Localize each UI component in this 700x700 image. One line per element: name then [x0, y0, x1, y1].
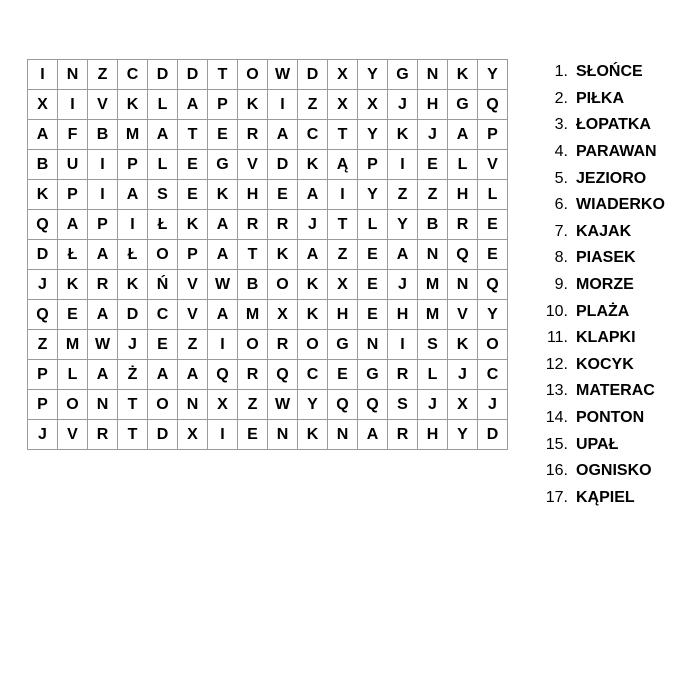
- grid-cell[interactable]: T: [118, 420, 148, 450]
- grid-cell[interactable]: G: [208, 150, 238, 180]
- grid-cell[interactable]: Z: [298, 90, 328, 120]
- word-text: ŁOPATKA: [576, 116, 651, 134]
- grid-cell[interactable]: V: [58, 420, 88, 450]
- grid-cell[interactable]: J: [388, 270, 418, 300]
- grid-cell[interactable]: W: [88, 330, 118, 360]
- grid-cell[interactable]: Y: [358, 180, 388, 210]
- grid-cell[interactable]: V: [88, 90, 118, 120]
- grid-cell[interactable]: X: [208, 390, 238, 420]
- grid-cell[interactable]: Q: [328, 390, 358, 420]
- grid-cell[interactable]: A: [88, 360, 118, 390]
- grid-cell[interactable]: P: [88, 210, 118, 240]
- word-text: SŁOŃCE: [576, 63, 643, 81]
- grid-cell[interactable]: C: [148, 300, 178, 330]
- grid-cell[interactable]: K: [58, 270, 88, 300]
- grid-cell[interactable]: I: [88, 150, 118, 180]
- grid-cell[interactable]: A: [298, 180, 328, 210]
- word-text: PIŁKA: [576, 89, 624, 107]
- grid-cell[interactable]: K: [448, 60, 478, 90]
- word-list-item: [535, 59, 695, 86]
- grid-cell[interactable]: K: [178, 210, 208, 240]
- grid-cell[interactable]: R: [268, 330, 298, 360]
- grid-cell[interactable]: L: [358, 210, 388, 240]
- grid-cell[interactable]: K: [118, 90, 148, 120]
- grid-cell[interactable]: I: [328, 180, 358, 210]
- grid-cell[interactable]: J: [28, 420, 58, 450]
- word-list-item: [535, 405, 695, 432]
- grid-cell[interactable]: Ł: [148, 210, 178, 240]
- grid-cell[interactable]: X: [328, 270, 358, 300]
- grid-cell[interactable]: A: [208, 210, 238, 240]
- grid-cell[interactable]: A: [178, 90, 208, 120]
- grid-cell[interactable]: Y: [388, 210, 418, 240]
- grid-cell[interactable]: Z: [238, 390, 268, 420]
- grid-cell[interactable]: N: [358, 330, 388, 360]
- word-list-item: [535, 458, 695, 485]
- grid-cell[interactable]: H: [238, 180, 268, 210]
- grid-cell[interactable]: K: [298, 150, 328, 180]
- grid-cell[interactable]: Y: [358, 60, 388, 90]
- grid-cell[interactable]: E: [178, 150, 208, 180]
- word-list-item: [535, 485, 695, 512]
- word-list-item: [535, 325, 695, 352]
- grid-cell[interactable]: L: [448, 150, 478, 180]
- grid-cell[interactable]: J: [388, 90, 418, 120]
- grid-cell[interactable]: V: [178, 300, 208, 330]
- grid-cell[interactable]: H: [418, 90, 448, 120]
- grid-cell[interactable]: E: [328, 360, 358, 390]
- grid-cell[interactable]: G: [358, 360, 388, 390]
- grid-cell[interactable]: I: [58, 90, 88, 120]
- grid-cell[interactable]: J: [418, 390, 448, 420]
- grid-cell[interactable]: M: [418, 270, 448, 300]
- grid-cell[interactable]: K: [28, 180, 58, 210]
- grid-cell[interactable]: E: [268, 180, 298, 210]
- grid-cell[interactable]: N: [328, 420, 358, 450]
- word-list-item: [535, 112, 695, 139]
- grid-cell[interactable]: O: [58, 390, 88, 420]
- grid-cell[interactable]: L: [418, 360, 448, 390]
- grid-cell[interactable]: O: [238, 330, 268, 360]
- grid-cell[interactable]: E: [238, 420, 268, 450]
- grid-cell[interactable]: T: [238, 240, 268, 270]
- grid-cell[interactable]: O: [148, 240, 178, 270]
- grid-cell[interactable]: A: [448, 120, 478, 150]
- grid-cell[interactable]: Ł: [58, 240, 88, 270]
- grid-cell[interactable]: I: [268, 90, 298, 120]
- grid-cell[interactable]: N: [178, 390, 208, 420]
- word-list-item: [535, 139, 695, 166]
- grid-cell[interactable]: Q: [208, 360, 238, 390]
- grid-cell[interactable]: K: [208, 180, 238, 210]
- grid-cell[interactable]: D: [148, 420, 178, 450]
- grid-cell[interactable]: O: [478, 330, 508, 360]
- grid-cell[interactable]: T: [208, 60, 238, 90]
- grid-cell[interactable]: H: [448, 180, 478, 210]
- grid-cell[interactable]: C: [478, 360, 508, 390]
- word-number: 11.: [546, 329, 568, 347]
- grid-cell[interactable]: A: [28, 120, 58, 150]
- grid-cell[interactable]: X: [268, 300, 298, 330]
- word-text: KLAPKI: [576, 329, 636, 347]
- grid-cell[interactable]: P: [118, 150, 148, 180]
- grid-cell[interactable]: L: [58, 360, 88, 390]
- grid-cell[interactable]: R: [268, 210, 298, 240]
- grid-cell[interactable]: S: [418, 330, 448, 360]
- grid-cell[interactable]: X: [178, 420, 208, 450]
- grid-cell[interactable]: A: [208, 300, 238, 330]
- grid-cell[interactable]: P: [28, 390, 58, 420]
- grid-cell[interactable]: K: [268, 240, 298, 270]
- grid-cell[interactable]: H: [328, 300, 358, 330]
- grid-cell[interactable]: J: [448, 360, 478, 390]
- word-list-item: [535, 352, 695, 379]
- grid-cell[interactable]: Q: [28, 300, 58, 330]
- grid-cell[interactable]: Q: [268, 360, 298, 390]
- grid-cell[interactable]: Ą: [328, 150, 358, 180]
- grid-cell[interactable]: E: [358, 300, 388, 330]
- grid-cell[interactable]: E: [478, 240, 508, 270]
- grid-cell[interactable]: S: [148, 180, 178, 210]
- grid-cell[interactable]: X: [358, 90, 388, 120]
- grid-cell[interactable]: T: [328, 120, 358, 150]
- word-text: PLAŻA: [576, 302, 630, 320]
- word-text: MATERAC: [576, 382, 655, 400]
- grid-cell[interactable]: B: [238, 270, 268, 300]
- grid-cell[interactable]: S: [388, 390, 418, 420]
- word-list-item: [535, 192, 695, 219]
- grid-cell[interactable]: A: [298, 240, 328, 270]
- grid-cell[interactable]: V: [448, 300, 478, 330]
- grid-cell[interactable]: P: [478, 120, 508, 150]
- grid-cell[interactable]: H: [418, 420, 448, 450]
- grid-cell[interactable]: D: [298, 60, 328, 90]
- grid-cell[interactable]: Q: [478, 270, 508, 300]
- word-number: 13.: [545, 382, 568, 400]
- grid-cell[interactable]: X: [328, 60, 358, 90]
- grid-cell[interactable]: D: [178, 60, 208, 90]
- grid-cell[interactable]: T: [178, 120, 208, 150]
- grid-cell[interactable]: R: [238, 360, 268, 390]
- grid-cell[interactable]: G: [328, 330, 358, 360]
- grid-cell[interactable]: R: [88, 270, 118, 300]
- grid-cell[interactable]: A: [148, 120, 178, 150]
- grid-cell[interactable]: R: [238, 120, 268, 150]
- grid-cell[interactable]: A: [268, 120, 298, 150]
- grid-cell[interactable]: C: [298, 120, 328, 150]
- grid-cell[interactable]: E: [178, 180, 208, 210]
- grid-cell[interactable]: K: [238, 90, 268, 120]
- grid-cell[interactable]: K: [298, 270, 328, 300]
- grid-cell[interactable]: C: [298, 360, 328, 390]
- grid-cell[interactable]: Y: [298, 390, 328, 420]
- grid-cell[interactable]: O: [268, 270, 298, 300]
- grid-cell[interactable]: E: [358, 240, 388, 270]
- grid-cell[interactable]: E: [418, 150, 448, 180]
- grid-cell[interactable]: K: [448, 330, 478, 360]
- grid-cell[interactable]: C: [118, 60, 148, 90]
- grid-cell[interactable]: J: [478, 390, 508, 420]
- grid-cell[interactable]: K: [388, 120, 418, 150]
- grid-cell[interactable]: K: [118, 270, 148, 300]
- grid-cell[interactable]: T: [118, 390, 148, 420]
- grid-cell[interactable]: Q: [448, 240, 478, 270]
- grid-cell[interactable]: T: [328, 210, 358, 240]
- grid-cell[interactable]: A: [88, 240, 118, 270]
- grid-cell[interactable]: N: [88, 390, 118, 420]
- word-text: UPAŁ: [576, 435, 619, 453]
- grid-cell[interactable]: U: [58, 150, 88, 180]
- grid-cell[interactable]: D: [118, 300, 148, 330]
- grid-cell[interactable]: M: [58, 330, 88, 360]
- grid-cell[interactable]: O: [238, 60, 268, 90]
- grid-cell[interactable]: N: [448, 270, 478, 300]
- grid-cell[interactable]: Z: [328, 240, 358, 270]
- grid-cell[interactable]: J: [418, 120, 448, 150]
- word-text: PIASEK: [576, 249, 636, 267]
- word-list-item: [535, 272, 695, 299]
- grid-cell[interactable]: K: [298, 420, 328, 450]
- grid-cell[interactable]: E: [358, 270, 388, 300]
- word-number: 12.: [545, 355, 568, 373]
- grid-cell[interactable]: X: [448, 390, 478, 420]
- grid-cell[interactable]: M: [238, 300, 268, 330]
- word-list-item: [535, 219, 695, 246]
- grid-cell[interactable]: Y: [478, 60, 508, 90]
- word-number: 8.: [554, 249, 568, 267]
- grid-cell[interactable]: Q: [478, 90, 508, 120]
- grid-cell[interactable]: Z: [178, 330, 208, 360]
- grid-cell[interactable]: N: [268, 420, 298, 450]
- grid-cell[interactable]: I: [28, 60, 58, 90]
- grid-cell[interactable]: Z: [28, 330, 58, 360]
- grid-cell[interactable]: I: [208, 330, 238, 360]
- grid-cell[interactable]: W: [268, 60, 298, 90]
- grid-cell[interactable]: A: [178, 360, 208, 390]
- grid-cell[interactable]: O: [298, 330, 328, 360]
- grid-cell[interactable]: K: [298, 300, 328, 330]
- grid-cell[interactable]: B: [418, 210, 448, 240]
- grid-cell[interactable]: P: [358, 150, 388, 180]
- grid-cell[interactable]: A: [148, 360, 178, 390]
- word-text: PARAWAN: [576, 143, 657, 161]
- grid-cell[interactable]: A: [118, 180, 148, 210]
- grid-cell[interactable]: M: [118, 120, 148, 150]
- word-number: 7.: [554, 222, 568, 240]
- grid-cell[interactable]: I: [208, 420, 238, 450]
- word-number: 1.: [554, 63, 568, 81]
- grid-cell[interactable]: I: [388, 150, 418, 180]
- word-number: 2.: [554, 89, 568, 107]
- grid-cell[interactable]: L: [148, 150, 178, 180]
- word-text: KOCYK: [576, 355, 634, 373]
- grid-cell[interactable]: R: [388, 360, 418, 390]
- grid-cell[interactable]: B: [88, 120, 118, 150]
- grid-cell[interactable]: Y: [478, 300, 508, 330]
- grid-cell[interactable]: V: [178, 270, 208, 300]
- word-text: WIADERKO: [576, 196, 665, 214]
- grid-cell[interactable]: Z: [418, 180, 448, 210]
- grid-cell[interactable]: R: [238, 210, 268, 240]
- grid-cell[interactable]: I: [388, 330, 418, 360]
- word-number: 6.: [554, 196, 568, 214]
- grid-cell[interactable]: N: [58, 60, 88, 90]
- grid-cell[interactable]: Y: [358, 120, 388, 150]
- word-number: 10.: [545, 302, 568, 320]
- grid-cell[interactable]: F: [58, 120, 88, 150]
- grid-cell[interactable]: P: [208, 90, 238, 120]
- grid-cell[interactable]: Z: [88, 60, 118, 90]
- word-text: MORZE: [576, 276, 634, 294]
- grid-cell[interactable]: D: [478, 420, 508, 450]
- grid-cell[interactable]: W: [268, 390, 298, 420]
- word-number: 14.: [545, 409, 568, 427]
- grid-cell[interactable]: P: [28, 360, 58, 390]
- grid-cell[interactable]: A: [88, 300, 118, 330]
- grid-cell[interactable]: V: [478, 150, 508, 180]
- grid-cell[interactable]: D: [148, 60, 178, 90]
- word-text: PONTON: [576, 409, 645, 427]
- grid-cell[interactable]: R: [388, 420, 418, 450]
- grid-cell[interactable]: Y: [448, 420, 478, 450]
- word-text: KĄPIEL: [576, 488, 635, 506]
- grid-cell[interactable]: L: [148, 90, 178, 120]
- word-list: [535, 59, 695, 511]
- word-list-item: [535, 298, 695, 325]
- grid-cell[interactable]: P: [178, 240, 208, 270]
- grid-cell[interactable]: E: [478, 210, 508, 240]
- grid-cell[interactable]: E: [208, 120, 238, 150]
- word-number: 9.: [554, 276, 568, 294]
- grid-cell[interactable]: A: [208, 240, 238, 270]
- grid-cell[interactable]: E: [58, 300, 88, 330]
- grid-cell[interactable]: Ż: [118, 360, 148, 390]
- grid-cell[interactable]: L: [478, 180, 508, 210]
- grid-cell[interactable]: R: [88, 420, 118, 450]
- grid-cell[interactable]: R: [448, 210, 478, 240]
- grid-cell[interactable]: V: [238, 150, 268, 180]
- grid-cell[interactable]: G: [388, 60, 418, 90]
- grid-cell[interactable]: N: [418, 60, 448, 90]
- word-list-item: [535, 378, 695, 405]
- word-number: 15.: [545, 435, 568, 453]
- grid-cell[interactable]: D: [268, 150, 298, 180]
- grid-cell[interactable]: J: [298, 210, 328, 240]
- word-number: 3.: [554, 116, 568, 134]
- grid-cell[interactable]: N: [418, 240, 448, 270]
- grid-cell[interactable]: O: [148, 390, 178, 420]
- word-number: 4.: [554, 143, 568, 161]
- word-number: 17.: [545, 488, 568, 506]
- grid-cell[interactable]: H: [388, 300, 418, 330]
- grid-cell[interactable]: Z: [388, 180, 418, 210]
- grid-cell[interactable]: I: [88, 180, 118, 210]
- word-list-item: [535, 165, 695, 192]
- grid-cell[interactable]: A: [388, 240, 418, 270]
- grid-cell[interactable]: Ń: [148, 270, 178, 300]
- grid-cell[interactable]: W: [208, 270, 238, 300]
- word-text: KAJAK: [576, 222, 632, 240]
- grid-cell[interactable]: B: [28, 150, 58, 180]
- grid-cell[interactable]: I: [118, 210, 148, 240]
- grid-cell[interactable]: P: [58, 180, 88, 210]
- grid-cell[interactable]: X: [328, 90, 358, 120]
- word-text: JEZIORO: [576, 169, 647, 187]
- grid-cell[interactable]: E: [148, 330, 178, 360]
- word-list-item: [535, 245, 695, 272]
- word-list-item: [535, 431, 695, 458]
- word-number: 5.: [554, 169, 568, 187]
- grid-cell[interactable]: Q: [28, 210, 58, 240]
- grid-cell[interactable]: Q: [358, 390, 388, 420]
- grid-cell[interactable]: M: [418, 300, 448, 330]
- grid-cell[interactable]: J: [28, 270, 58, 300]
- word-search-grid: [27, 59, 508, 450]
- word-number: 16.: [545, 462, 568, 480]
- word-text: OGNISKO: [576, 462, 652, 480]
- grid-cell[interactable]: A: [58, 210, 88, 240]
- word-list-item: [535, 86, 695, 113]
- grid-cell[interactable]: X: [28, 90, 58, 120]
- grid-cell[interactable]: Ł: [118, 240, 148, 270]
- grid-cell[interactable]: A: [358, 420, 388, 450]
- grid-cell[interactable]: G: [448, 90, 478, 120]
- grid-cell[interactable]: J: [118, 330, 148, 360]
- grid-cell[interactable]: D: [28, 240, 58, 270]
